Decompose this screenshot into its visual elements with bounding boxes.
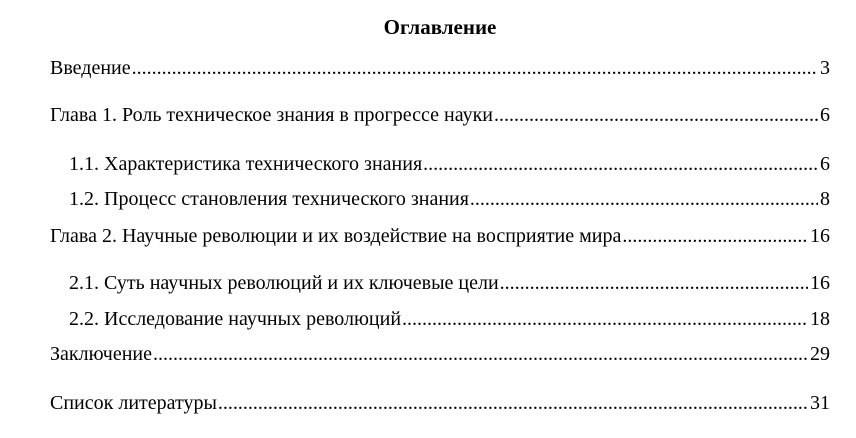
- toc-entry-page: 29: [810, 343, 830, 365]
- toc-entry-chapter-1[interactable]: [50, 103, 830, 127]
- dot-leader: [500, 271, 808, 295]
- dot-leader: [402, 307, 808, 331]
- toc-entry-page: 16: [810, 272, 830, 294]
- toc-entry-introduction[interactable]: [50, 56, 830, 80]
- toc-entry-section-1-2[interactable]: [69, 187, 830, 211]
- toc-entry-label: Введение: [50, 57, 131, 79]
- toc-entry-label: Глава 2. Научные революции и их воздействие на восприятие мира: [50, 225, 622, 247]
- toc-entry-page: 31: [810, 392, 830, 414]
- toc-entry-label: 1.1. Характеристика технического знания: [69, 153, 423, 175]
- toc-entry-page: 18: [810, 308, 830, 330]
- dot-leader: [218, 391, 808, 415]
- dot-leader: [132, 56, 818, 80]
- dot-leader: [153, 342, 808, 366]
- toc-entry-conclusion[interactable]: [50, 342, 830, 366]
- toc-entry-label: 2.2. Исследование научных революций: [69, 308, 402, 330]
- dot-leader: [494, 103, 818, 127]
- dot-leader: [470, 187, 818, 211]
- toc-entry-label: 1.2. Процесс становления технического знания: [69, 188, 469, 210]
- toc-entry-label: Глава 1. Роль техническое знания в прогрессе науки: [50, 104, 493, 126]
- dot-leader: [622, 224, 808, 248]
- toc-entry-page: 6: [820, 104, 830, 126]
- toc-entry-page: 8: [820, 188, 830, 210]
- toc-title: Оглавление: [383, 15, 497, 39]
- dot-leader: [423, 152, 818, 176]
- toc-entry-section-1-1[interactable]: [69, 152, 830, 176]
- toc-entry-page: 3: [820, 57, 830, 79]
- toc-entry-section-2-1[interactable]: [69, 271, 830, 295]
- toc-entry-label: Список литературы: [50, 392, 217, 414]
- toc-entry-chapter-2[interactable]: [50, 224, 830, 248]
- toc-entry-label: Заключение: [50, 343, 152, 365]
- toc-entry-page: 6: [820, 153, 830, 175]
- toc-entry-references[interactable]: [50, 391, 830, 415]
- toc-entry-section-2-2[interactable]: [69, 307, 830, 331]
- toc-entry-page: 16: [810, 225, 830, 247]
- toc-entry-label: 2.1. Суть научных революций и их ключевые цели: [69, 272, 499, 294]
